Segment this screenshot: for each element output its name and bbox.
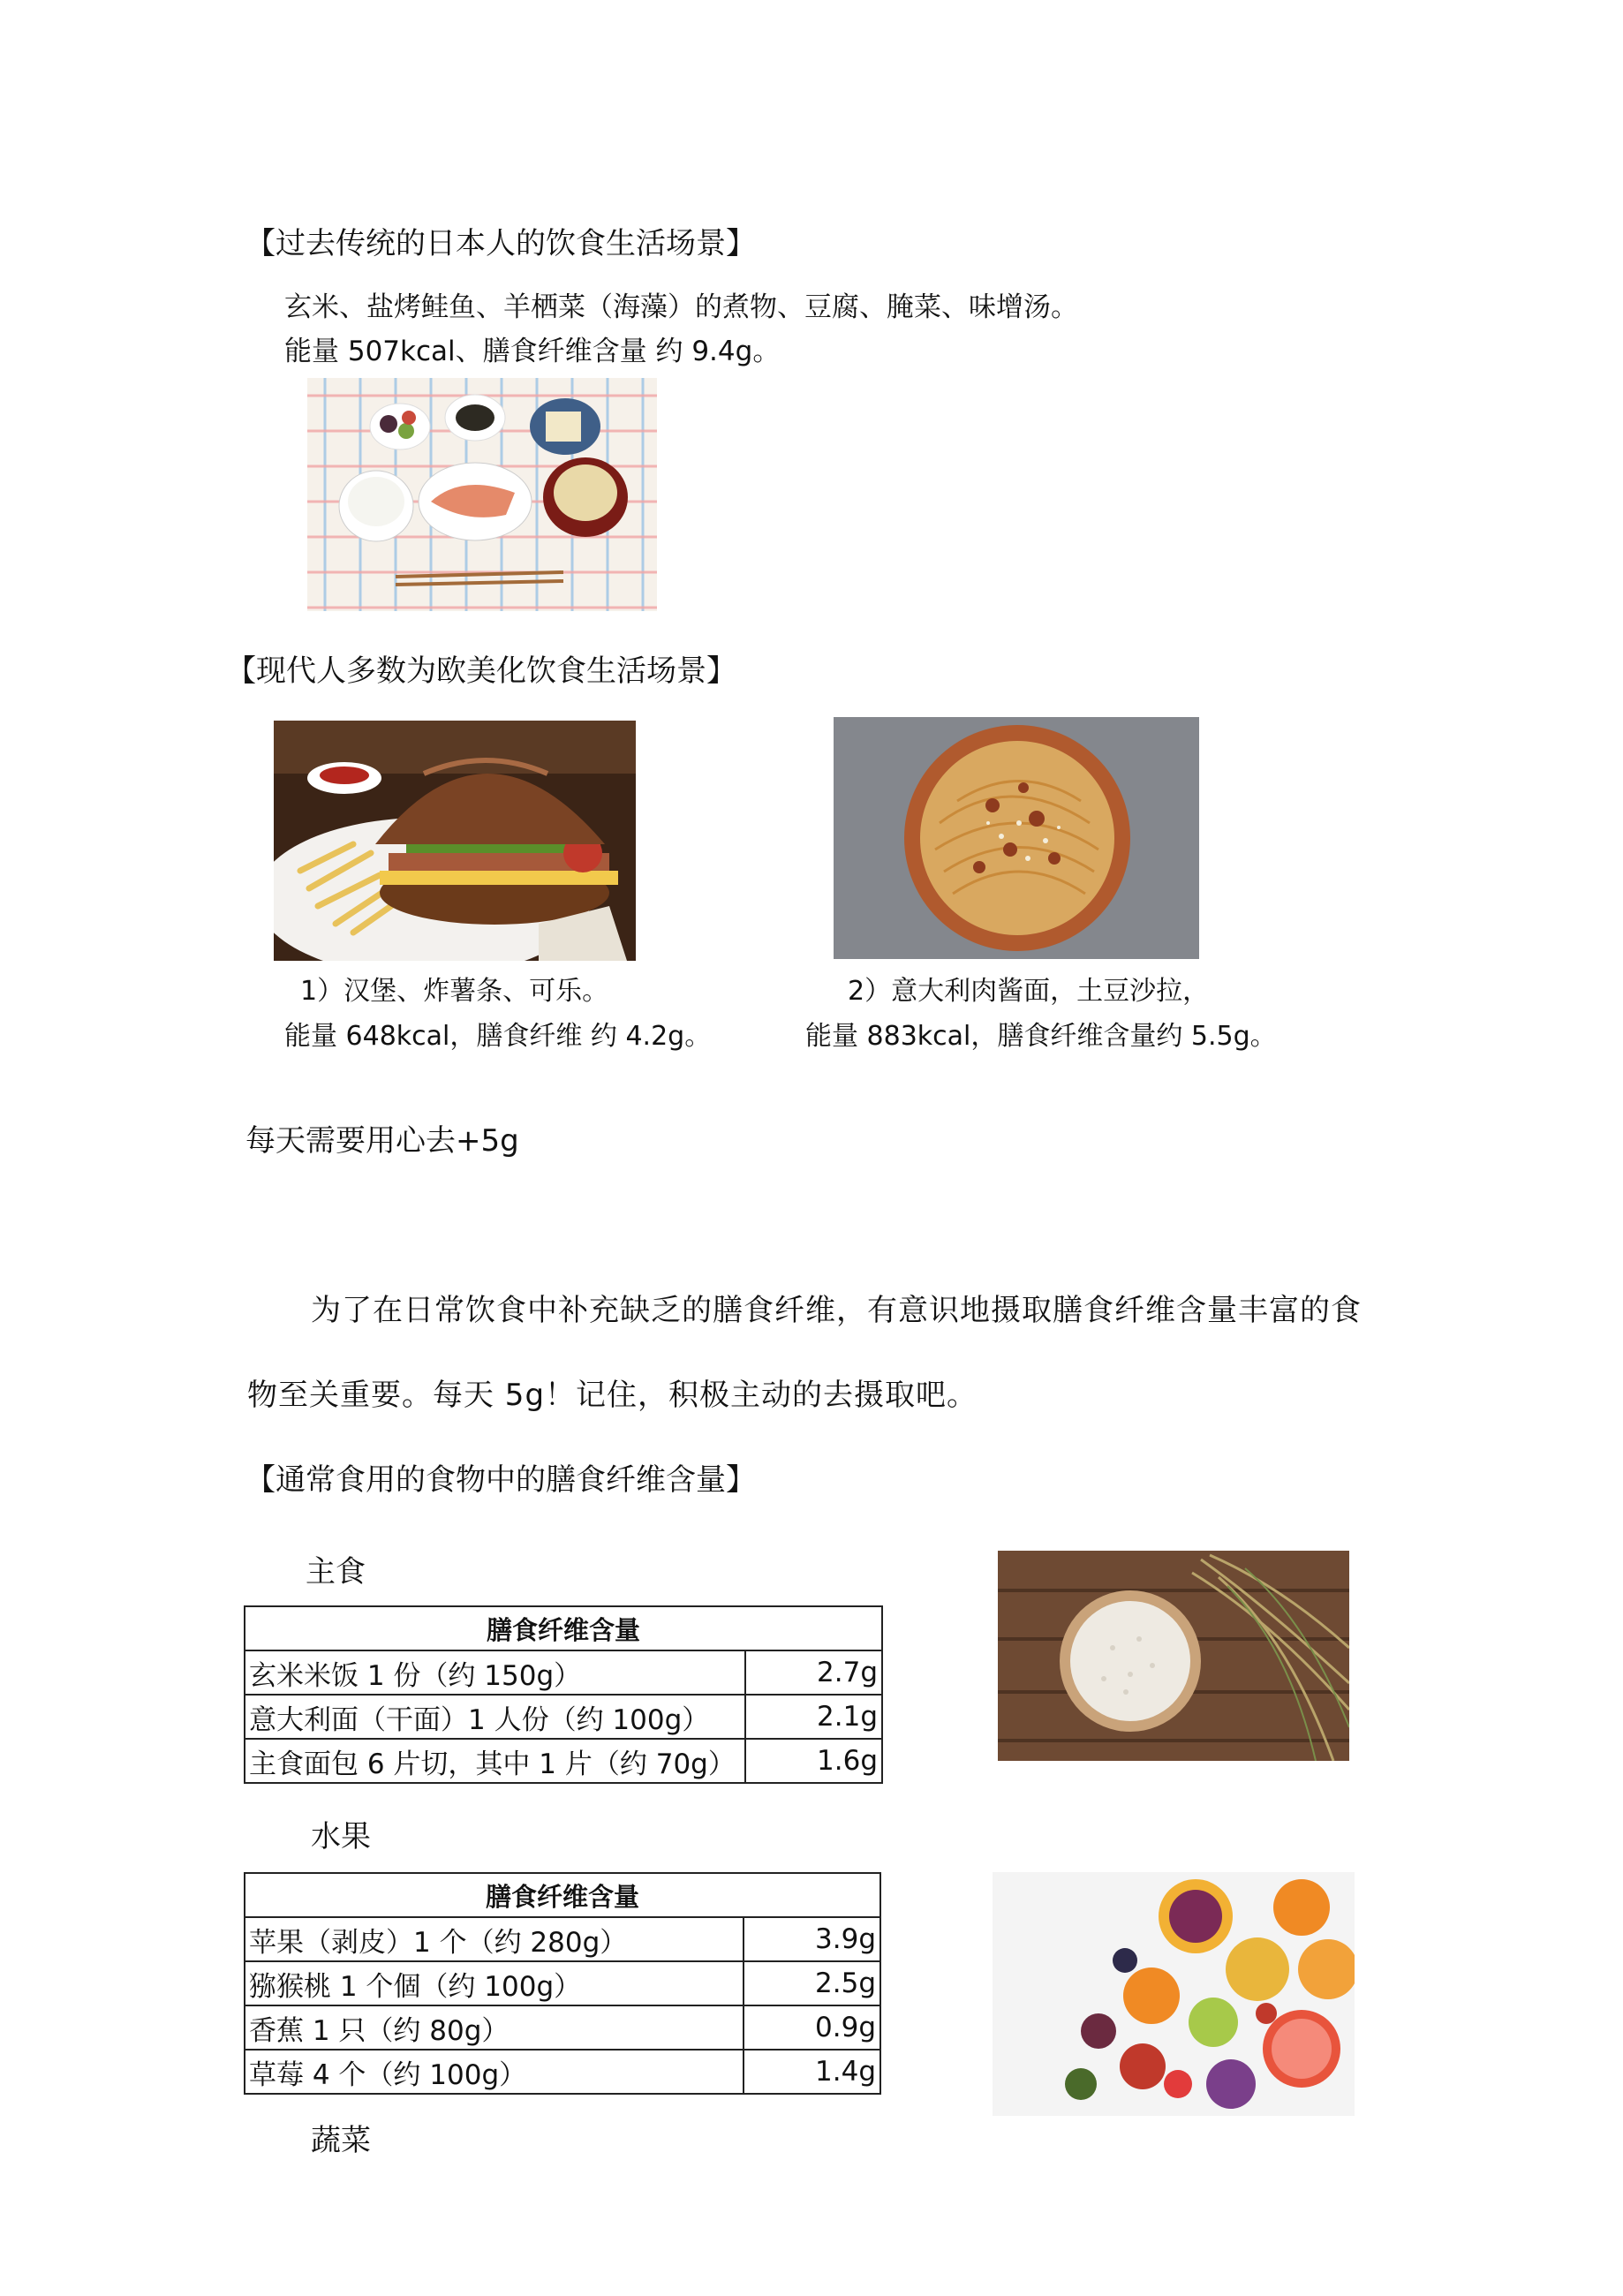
fruit-title: 水果 bbox=[311, 1819, 371, 1854]
table-row bbox=[245, 1695, 882, 1739]
food-name: 主食面包 6 片切，其中 1 片（约 70g） bbox=[245, 1739, 745, 1783]
food-name: 香蕉 1 只（约 80g） bbox=[245, 2005, 744, 2050]
food-name: 猕猴桃 1 个個（约 100g） bbox=[245, 1961, 744, 2005]
fiber-value: 2.7g bbox=[745, 1650, 882, 1695]
fiber-value: 2.5g bbox=[744, 1961, 880, 2005]
fiber-value: 0.9g bbox=[744, 2005, 880, 2050]
spaghetti-caption-line2: 能量 883kcal，膳食纤维含量约 5.5g。 bbox=[805, 1021, 1277, 1052]
fiber-value: 3.9g bbox=[744, 1917, 880, 1961]
daily-paragraph-line1: 为了在日常饮食中补充缺乏的膳食纤维，有意识地摄取膳食纤维含量丰富的食 bbox=[311, 1293, 1362, 1328]
table-row bbox=[245, 2005, 880, 2050]
fiber-section-heading: 【通常食用的食物中的膳食纤维含量】 bbox=[245, 1462, 756, 1498]
fiber-value: 2.1g bbox=[745, 1695, 882, 1739]
table-header-row bbox=[245, 1873, 880, 1917]
fiber-value: 1.6g bbox=[745, 1739, 882, 1783]
table-header: 膳食纤维含量 bbox=[245, 1606, 882, 1650]
food-name: 玄米米饭 1 份（约 150g） bbox=[245, 1650, 745, 1695]
daily-paragraph-line2: 物至关重要。每天 5g！记住，积极主动的去摄取吧。 bbox=[247, 1378, 978, 1413]
daily-heading: 每天需要用心去+5g bbox=[245, 1123, 519, 1159]
staple-title: 主食 bbox=[306, 1554, 366, 1590]
vegetable-title: 蔬菜 bbox=[311, 2123, 371, 2158]
traditional-desc-line2: 能量 507kcal、膳食纤维含量 约 9.4g。 bbox=[284, 336, 781, 367]
table-row bbox=[245, 1917, 880, 1961]
modern-heading: 【现代人多数为欧美化饮食生活场景】 bbox=[226, 653, 736, 689]
burger-caption-line1: 1）汉堡、炸薯条、可乐。 bbox=[300, 976, 609, 1007]
burger-photo bbox=[274, 721, 636, 961]
food-name: 苹果（剥皮）1 个（约 280g） bbox=[245, 1917, 744, 1961]
spaghetti-caption-line1: 2）意大利肉酱面，土豆沙拉， bbox=[848, 976, 1210, 1007]
table-row bbox=[245, 1650, 882, 1695]
table-row bbox=[245, 1961, 880, 2005]
traditional-meal-photo bbox=[307, 378, 657, 611]
fruit-photo bbox=[993, 1872, 1355, 2116]
table-row bbox=[245, 1739, 882, 1783]
food-name: 草莓 4 个（约 100g） bbox=[245, 2050, 744, 2094]
staple-fiber-table bbox=[244, 1605, 883, 1784]
traditional-heading: 【过去传统的日本人的饮食生活场景】 bbox=[245, 226, 756, 261]
table-header-row bbox=[245, 1606, 882, 1650]
fiber-value: 1.4g bbox=[744, 2050, 880, 2094]
burger-caption-line2: 能量 648kcal，膳食纤维 约 4.2g。 bbox=[284, 1021, 712, 1052]
rice-photo bbox=[998, 1551, 1349, 1761]
food-name: 意大利面（干面）1 人份（约 100g） bbox=[245, 1695, 745, 1739]
traditional-desc-line1: 玄米、盐烤鲑鱼、羊栖菜（海藻）的煮物、豆腐、腌菜、味增汤。 bbox=[284, 291, 1078, 323]
table-header: 膳食纤维含量 bbox=[245, 1873, 880, 1917]
table-row bbox=[245, 2050, 880, 2094]
spaghetti-photo bbox=[834, 717, 1199, 959]
fruit-fiber-table bbox=[244, 1872, 881, 2095]
